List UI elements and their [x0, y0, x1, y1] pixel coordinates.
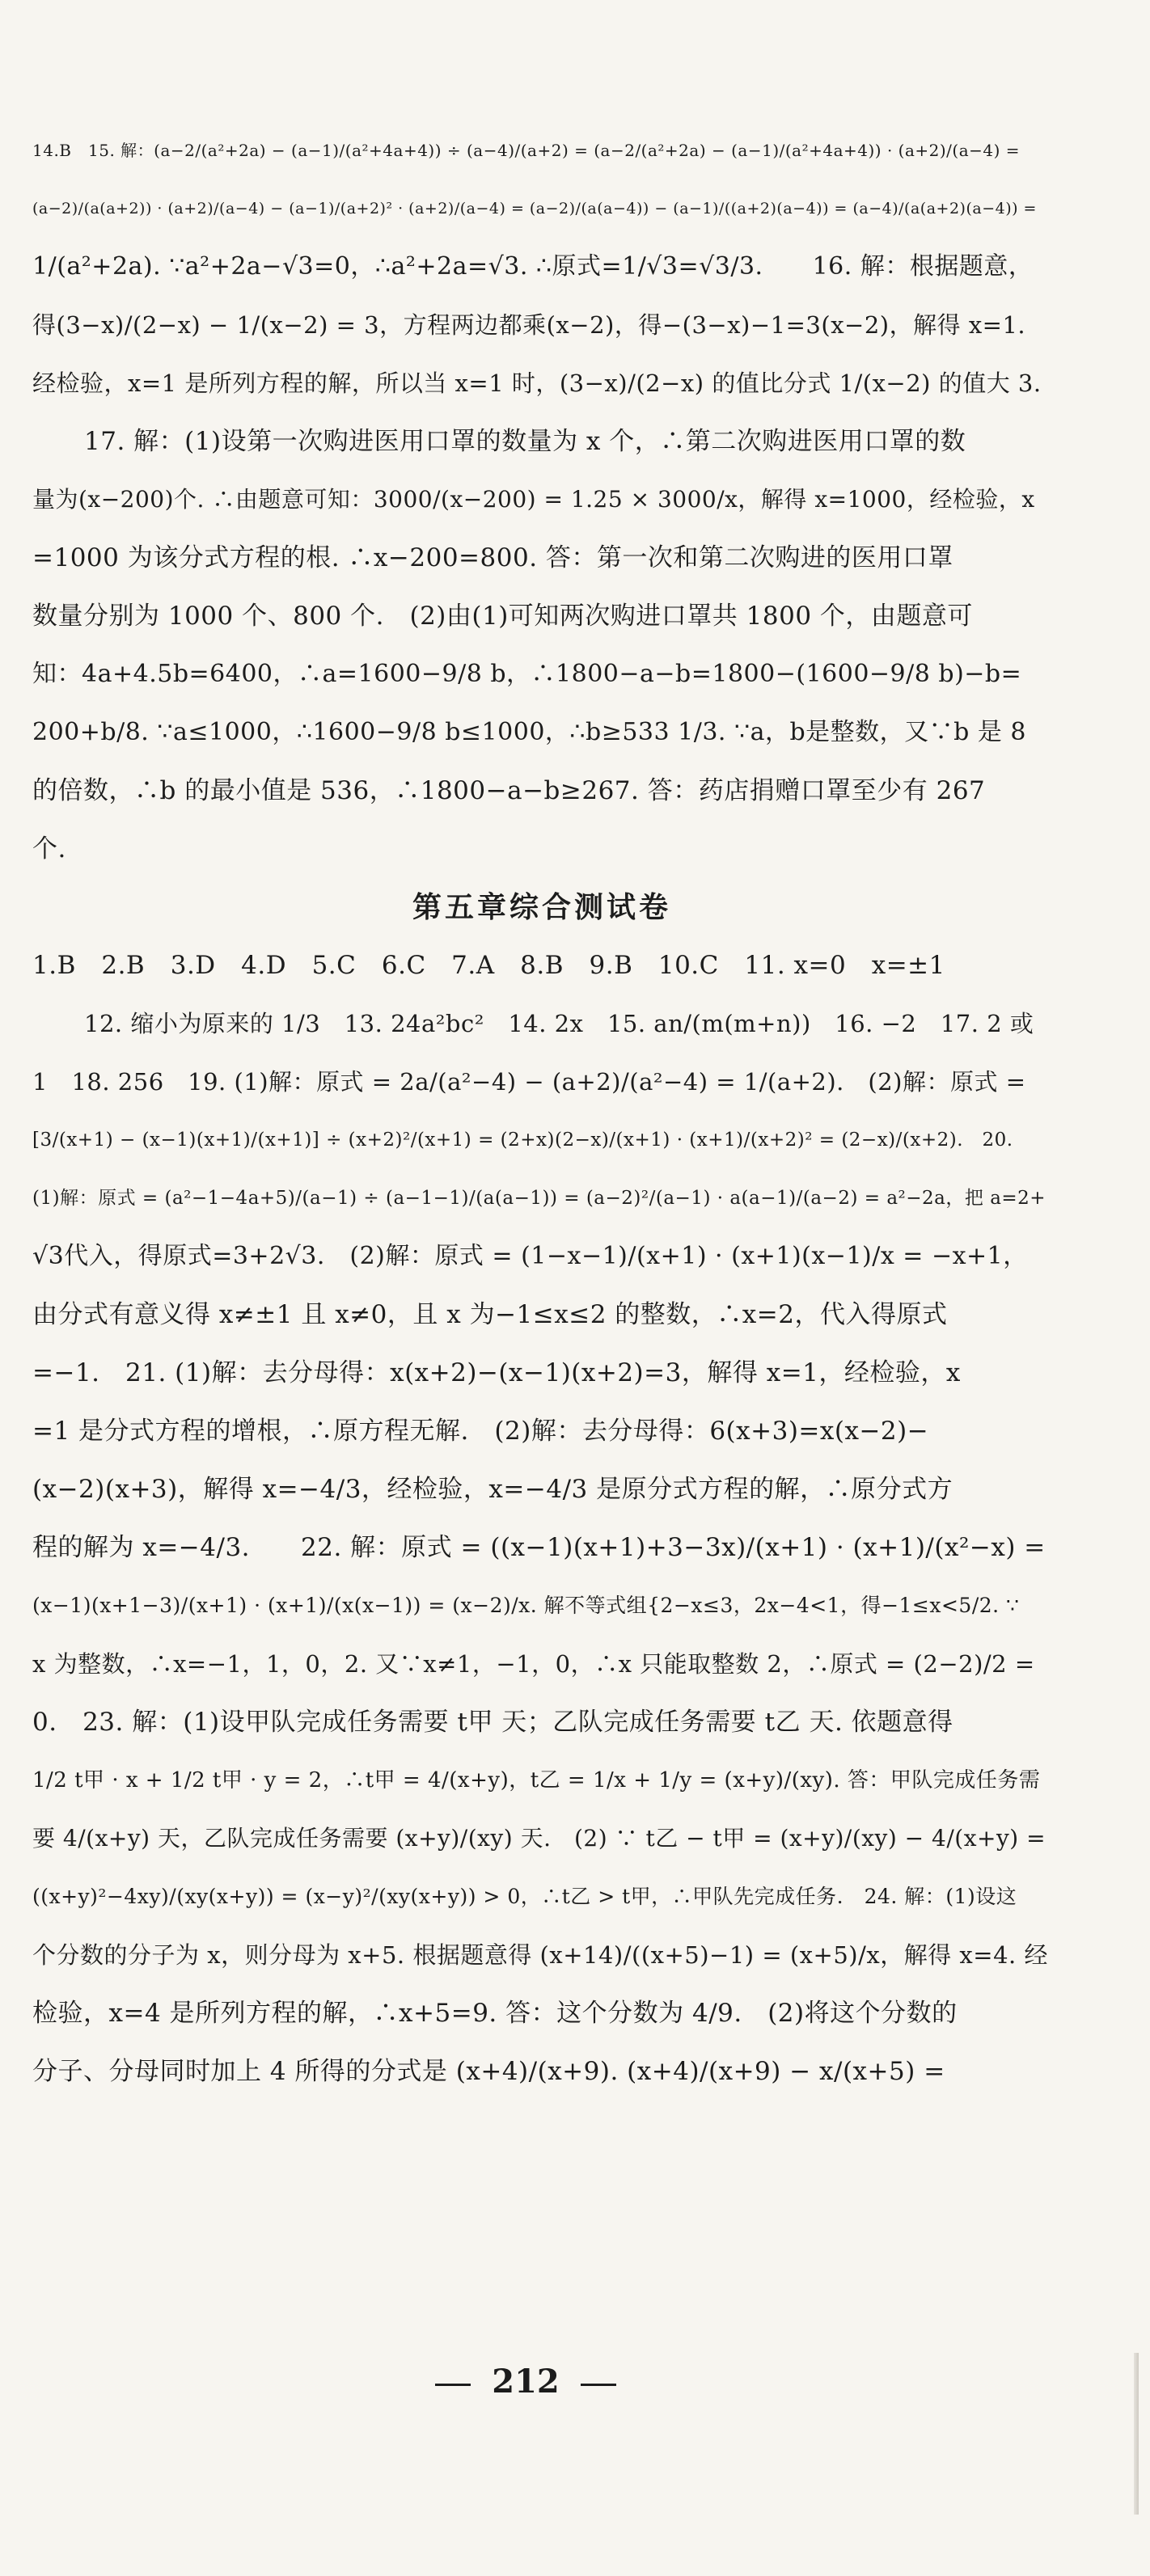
text-line: (a−2)/(a(a+2)) · (a+2)/(a−4) − (a−1)/(a+2)² · (a+2)/(a−4) = (a−2)/(a(a−4)) − (a−1)/((a+2)(a−4)) = (a−4)/(a(a+2)(a−4)) = [32, 200, 1037, 217]
text-line: (1)解：原式 = (a²−1−4a+5)/(a−1) ÷ (a−1−1)/(a(a−1)) = (a−2)²/(a−1) · a(a−1)/(a−2) = a²−2a，把 a=2+ [32, 1188, 1046, 1209]
text-line: 个. [32, 834, 66, 864]
text-line: 个分数的分子为 x，则分母为 x+5. 根据题意得 (x+14)/((x+5)−1) = (x+5)/x，解得 x=4. 经 [32, 1941, 1048, 1969]
text-line: 12. 缩小为原来的 1/3 13. 24a²bc² 14. 2x 15. an/(m(m+n)) 16. −2 17. 2 或 [84, 1010, 1034, 1037]
text-line: 程的解为 x=−4/3. 22. 解：原式 = ((x−1)(x+1)+3−3x)/(x+1) · (x+1)/(x²−x) = [32, 1533, 1046, 1562]
text-line: 量为(x−200)个. ∴由题意可知：3000/(x−200) = 1.25 × 3000/x，解得 x=1000，经检验，x [32, 486, 1035, 513]
text-line: 的倍数，∴b 的最小值是 536，∴1800−a−b≥267. 答：药店捐赠口罩至少有 267 [32, 776, 986, 805]
text-line: 1.B 2.B 3.D 4.D 5.C 6.C 7.A 8.B 9.B 10.C 11. x=0 x=±1 [32, 951, 945, 980]
text-line: 17. 解：(1)设第一次购进医用口罩的数量为 x 个，∴第二次购进医用口罩的数 [84, 427, 966, 456]
text-line: =−1. 21. (1)解：去分母得：x(x+2)−(x−1)(x+2)=3，解得 x=1，经检验，x [32, 1358, 961, 1387]
text-line: [3/(x+1) − (x−1)(x+1)/(x+1)] ÷ (x+2)²/(x+1) = (2+x)(2−x)/(x+1) · (x+1)/(x+2)² = (2−x)/(x+2). 20. [32, 1130, 1013, 1151]
answer-text [32, 121, 1051, 2101]
text-line: 要 4/(x+y) 天，乙队完成任务需要 (x+y)/(xy) 天. (2) ∵ t乙 − t甲 = (x+y)/(xy) − 4/(x+y) = [32, 1825, 1046, 1852]
text-line: =1000 为该分式方程的根. ∴x−200=800. 答：第一次和第二次购进的医用口罩 [32, 543, 953, 572]
text-line: 1 18. 256 19. (1)解：原式 = 2a/(a²−4) − (a+2)/(a²−4) = 1/(a+2). (2)解：原式 = [32, 1068, 1026, 1096]
text-line: 得(3−x)/(2−x) − 1/(x−2) = 3，方程两边都乘(x−2)，得−(3−x)−1=3(x−2)，解得 x=1. [32, 311, 1026, 339]
text-line: (x−1)(x+1−3)/(x+1) · (x+1)/(x(x−1)) = (x−2)/x. 解不等式组{2−x≤3，2x−4<1，得−1≤x<5/2. ∵ [32, 1594, 1020, 1617]
text-line: 经检验，x=1 是所列方程的解，所以当 x=1 时，(3−x)/(2−x) 的值比分式 1/(x−2) 的值大 3. [32, 370, 1042, 397]
page-number: 212 [0, 2363, 1051, 2401]
text-line: 200+b/8. ∵a≤1000，∴1600−9/8 b≤1000，∴b≥533 1/3. ∵a，b是整数，又∵b 是 8 [32, 718, 1027, 746]
text-line: 数量分别为 1000 个、800 个. (2)由(1)可知两次购进口罩共 1800 个，由题意可 [32, 602, 973, 631]
text-line: x 为整数，∴x=−1，1，0，2. 又∵x≠1，−1，0，∴x 只能取整数 2，∴原式 = (2−2)/2 = [32, 1650, 1035, 1678]
text-line: 由分式有意义得 x≠±1 且 x≠0，且 x 为−1≤x≤2 的整数，∴x=2，代入得原式 [32, 1300, 948, 1329]
text-line: ((x+y)²−4xy)/(xy(x+y)) = (x−y)²/(xy(x+y)) > 0，∴t乙 > t甲，∴甲队先完成任务. 24. 解：(1)设这 [32, 1885, 1017, 1908]
page-edge-shadow [1134, 2353, 1139, 2515]
text-line: 1/2 t甲 · x + 1/2 t甲 · y = 2，∴t甲 = 4/(x+y)，t乙 = 1/x + 1/y = (x+y)/(xy). 答：甲队完成任务需 [32, 1768, 1041, 1793]
text-line: 知：4a+4.5b=6400，∴a=1600−9/8 b，∴1800−a−b=1800−(1600−9/8 b)−b= [32, 660, 1022, 688]
chapter-title: 第五章综合测试卷 [412, 890, 671, 924]
text-line: 1/(a²+2a). ∵a²+2a−√3=0，∴a²+2a=√3. ∴原式=1/√3=√3/3. 16. 解：根据题意， [32, 252, 1034, 281]
text-line: 检验，x=4 是所列方程的解，∴x+5=9. 答：这个分数为 4/9. (2)将这个分数的 [32, 1999, 958, 2028]
text-line: 14.B 15. 解：(a−2/(a²+2a) − (a−1)/(a²+4a+4)) ÷ (a−4)/(a+2) = (a−2/(a²+2a) − (a−1)/(a²+4a+4)) · (a+2)/(a−4) = [32, 141, 1021, 160]
text-line: 分子、分母同时加上 4 所得的分式是 (x+4)/(x+9). (x+4)/(x+9) − x/(x+5) = [32, 2057, 945, 2086]
text-line: √3代入，得原式=3+2√3. (2)解：原式 = (1−x−1)/(x+1) · (x+1)(x−1)/x = −x+1， [32, 1242, 1028, 1270]
text-line: =1 是分式方程的增根，∴原方程无解. (2)解：去分母得：6(x+3)=x(x−2)− [32, 1417, 929, 1446]
text-line: 0. 23. 解：(1)设甲队完成任务需要 t甲 天；乙队完成任务需要 t乙 天. 依题意得 [32, 1708, 953, 1737]
text-line: (x−2)(x+3)，解得 x=−4/3，经检验，x=−4/3 是原分式方程的解，∴原分式方 [32, 1475, 953, 1504]
